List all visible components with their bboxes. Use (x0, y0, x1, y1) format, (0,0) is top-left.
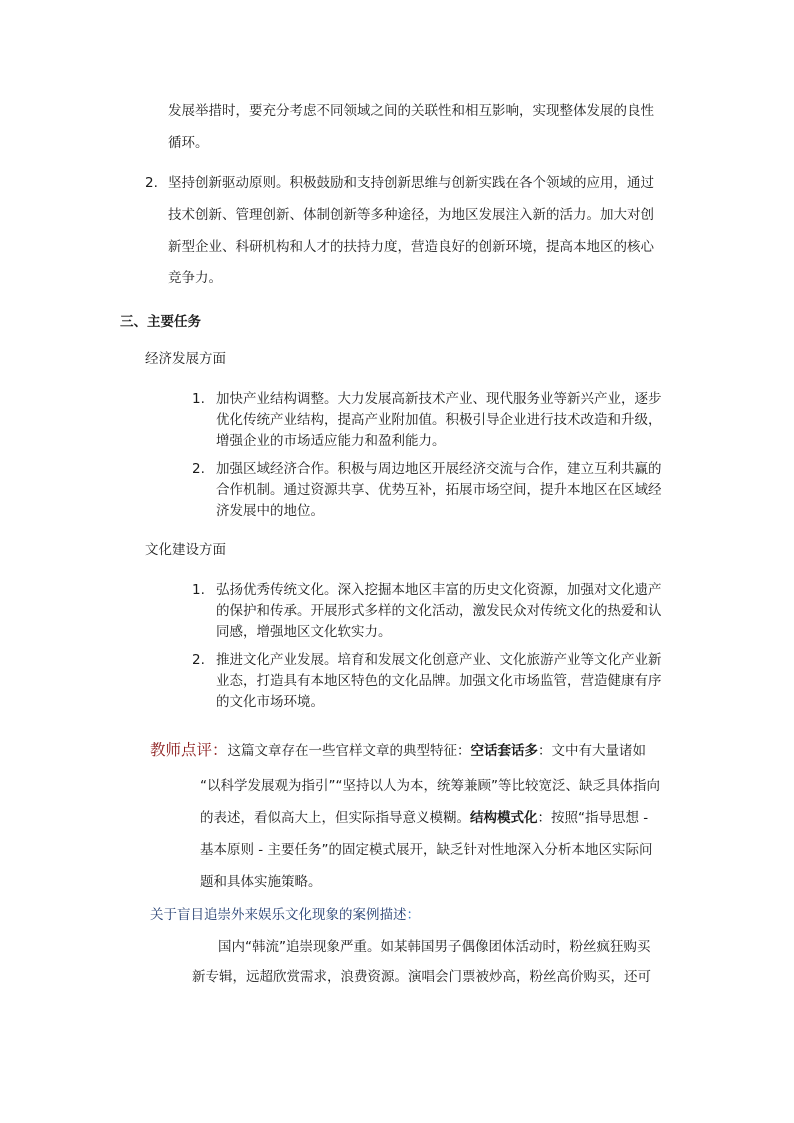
culture-item-1-line-2: 的保护和传承。开展形式多样的文化活动，激发民众对传统文化的热爱和认 (216, 603, 662, 619)
teacher-comment-line-3 (200, 808, 648, 828)
culture-item-1-number: 1. (192, 582, 205, 598)
teacher-comment-line-5: 题和具体实施策略。 (200, 874, 322, 890)
culture-item-1-line-3: 同感，增强地区文化软实力。 (216, 624, 392, 640)
teacher-comment-line-1 (150, 740, 646, 761)
principle-2-line-1: 坚持创新驱动原则。积极鼓励和支持创新思维与创新实践在各个领域的应用，通过 (168, 175, 654, 191)
principle-2-number: 2. (145, 175, 158, 191)
principle-2-line-2: 技术创新、管理创新、体制创新等多种途径，为地区发展注入新的活力。加大对创 (168, 207, 654, 223)
teacher-comment-label: 教师点评： (150, 741, 228, 759)
intro-line-1: 发展举措时，要充分考虑不同领域之间的关联性和相互影响，实现整体发展的良性 (168, 103, 654, 119)
principle-2-line-4: 竞争力。 (168, 270, 222, 286)
culture-item-2-number: 2. (192, 652, 205, 668)
economy-item-2-number: 2. (192, 461, 205, 477)
case-line-1: 国内“韩流”追崇现象严重。如某韩国男子偶像团体活动时，粉丝疯狂购买 (218, 939, 651, 955)
economy-item-2-line-2: 合作机制。通过资源共享、优势互补，拓展市场空间，提升本地区在区域经 (216, 482, 662, 498)
teacher-comment-text-1b: ：文中有大量诸如 (538, 743, 647, 759)
economy-item-1-line-2: 优化传统产业结构，提高产业附加值。积极引导企业进行技术改造和升级， (216, 412, 662, 428)
economy-subheading: 经济发展方面 (145, 351, 226, 367)
economy-item-2-line-1: 加强区域经济合作。积极与周边地区开展经济交流与合作，建立互利共赢的 (216, 461, 662, 477)
case-title: 关于盲目追崇外来娱乐文化现象的案例描述 (150, 907, 407, 923)
intro-line-2: 循环。 (168, 135, 209, 151)
culture-item-2-line-1: 推进文化产业发展。培育和发展文化创意产业、文化旅游产业等文化产业新 (216, 652, 662, 668)
case-line-2: 新专辑，远超欣赏需求，浪费资源。演唱会门票被炒高，粉丝高价购买，还可 (192, 969, 651, 985)
teacher-comment-text-3a: 的表述，看似高大上，但实际指导意义模糊。 (200, 810, 470, 826)
teacher-comment-bold-1: 空话套话多 (470, 743, 539, 759)
economy-item-1-line-1: 加快产业结构调整。大力发展高新技术产业、现代服务业等新兴产业，逐步 (216, 391, 662, 407)
teacher-comment-bold-2: 结构模式化 (470, 810, 538, 826)
culture-subheading: 文化建设方面 (145, 542, 226, 558)
culture-item-2-line-2: 业态，打造具有本地区特色的文化品牌。加强文化市场监管，营造健康有序 (216, 673, 662, 689)
case-title-colon: ： (406, 907, 420, 923)
culture-item-2-line-3: 的文化市场环境。 (216, 694, 324, 710)
teacher-comment-text-1a: 这篇文章存在一些官样文章的典型特征： (227, 743, 471, 759)
economy-item-2-line-3: 济发展中的地位。 (216, 503, 324, 519)
culture-item-1-line-1: 弘扬优秀传统文化。深入挖掘本地区丰富的历史文化资源，加强对文化遗产 (216, 582, 662, 598)
case-title-line (150, 905, 420, 925)
economy-item-1-line-3: 增强企业的市场适应能力和盈利能力。 (216, 433, 446, 449)
teacher-comment-line-2: “以科学发展观为指引”“坚持以人为本，统筹兼顾”等比较宽泛、缺乏具体指向 (200, 778, 660, 794)
section-3-heading: 三、主要任务 (120, 314, 201, 330)
principle-2-line-3: 新型企业、科研机构和人才的扶持力度，营造良好的创新环境，提高本地区的核心 (168, 239, 654, 255)
teacher-comment-line-4: 基本原则 - 主要任务”的固定模式展开，缺乏针对性地深入分析本地区实际问 (200, 842, 653, 858)
economy-item-1-number: 1. (192, 391, 205, 407)
teacher-comment-text-3b: ：按照“指导思想 - (537, 810, 649, 826)
